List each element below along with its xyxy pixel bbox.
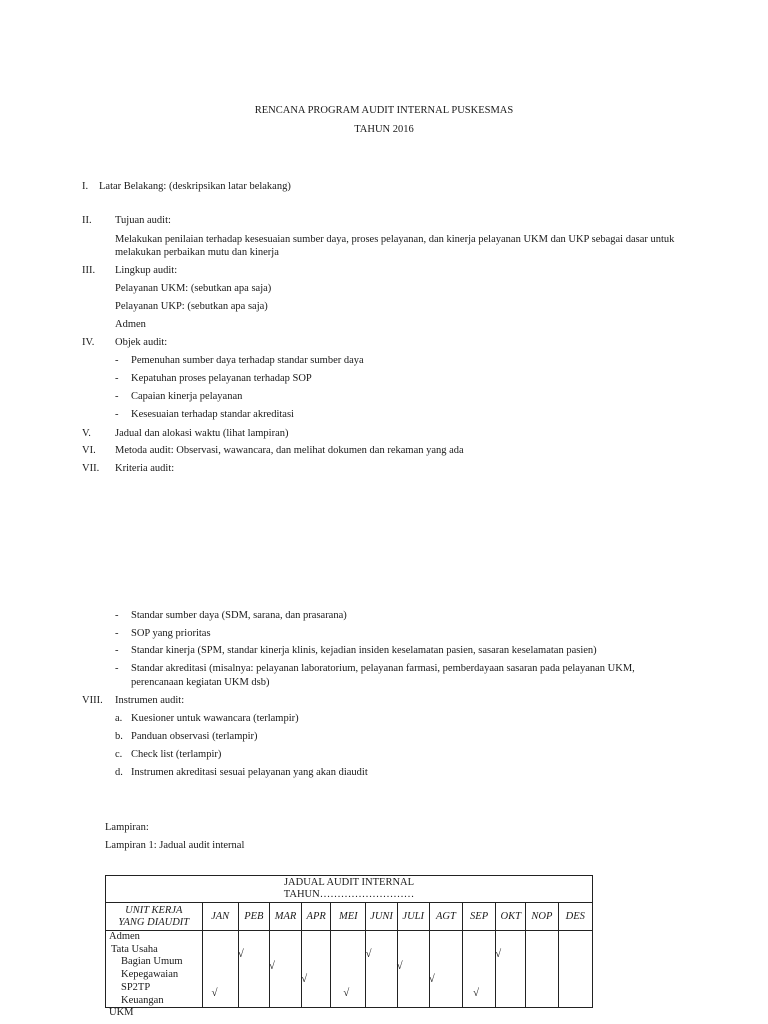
table-title: JADUAL AUDIT INTERNAL	[283, 877, 415, 888]
section-number: II.	[82, 215, 92, 226]
section-text: Metoda audit: Observasi, wawancara, dan melihat dokumen dan rekaman yang ada	[115, 445, 464, 456]
month-header: APR	[302, 903, 331, 931]
month-header: DES	[558, 903, 592, 931]
check-mark: √	[237, 948, 244, 960]
unit-item: UKM	[109, 1007, 134, 1019]
month-cell	[238, 931, 269, 1008]
section-text: Latar Belakang: (deskripsikan latar belakang)	[99, 181, 291, 192]
section-number: III.	[82, 265, 96, 276]
list-item: Standar akreditasi (misalnya: pelayanan laboratorium, pelayanan farmasi, pemberdayaan sasaran pada pelayanan UKM,	[131, 663, 635, 674]
month-cell	[496, 931, 526, 1008]
list-item: Capaian kinerja pelayanan	[131, 391, 243, 402]
section-number: VIII.	[82, 695, 103, 706]
month-header: JAN	[202, 903, 238, 931]
list-item: Kuesioner untuk wawancara (terlampir)	[131, 713, 299, 724]
section-title: Kriteria audit:	[115, 463, 175, 474]
list-item: Check list (terlampir)	[131, 749, 222, 760]
list-marker: d.	[115, 767, 123, 778]
month-header: JUNI	[366, 903, 397, 931]
bullet-dash: -	[115, 628, 119, 639]
section-number: IV.	[82, 337, 95, 348]
check-mark: √	[301, 973, 308, 985]
month-header: SEP	[462, 903, 495, 931]
bullet-dash: -	[115, 610, 119, 621]
unit-item: Keuangan	[121, 994, 164, 1006]
section-number: I.	[82, 181, 89, 192]
bullet-dash: -	[115, 373, 119, 384]
list-item: Standar sumber daya (SDM, sarana, dan prasarana)	[131, 610, 347, 621]
section-title: Lingkup audit:	[115, 265, 178, 276]
unit-item: Tata Usaha	[111, 943, 158, 955]
list-marker: c.	[115, 749, 123, 760]
section-number: VII.	[82, 463, 100, 474]
check-mark: √	[343, 987, 350, 999]
month-cell	[429, 931, 462, 1008]
section-title: Objek audit:	[115, 337, 168, 348]
list-item: Panduan observasi (terlampir)	[131, 731, 258, 742]
month-header: PEB	[238, 903, 269, 931]
month-cell	[397, 931, 429, 1008]
check-mark: √	[365, 948, 372, 960]
list-item-continuation: perencanaan kegiatan UKM dsb)	[131, 677, 270, 688]
check-mark: √	[428, 973, 435, 985]
bullet-dash: -	[115, 409, 119, 420]
month-cell	[302, 931, 331, 1008]
month-header: AGT	[429, 903, 462, 931]
month-cell	[366, 931, 397, 1008]
table-subtitle: TAHUN………………………	[283, 889, 415, 900]
check-mark: √	[472, 987, 480, 999]
audit-schedule-table	[105, 875, 593, 1019]
month-cell	[269, 931, 301, 1008]
table-title-cell	[106, 876, 593, 903]
unit-item: Kepegawaian	[121, 969, 179, 981]
bullet-dash: -	[115, 355, 119, 366]
table-header-row	[106, 903, 593, 931]
bullet-dash: -	[115, 663, 119, 674]
unit-item: Bagian Umum	[121, 956, 183, 968]
document-year: TAHUN 2016	[354, 124, 414, 135]
month-cell	[558, 931, 592, 1008]
scope-line: Pelayanan UKP: (sebutkan apa saja)	[115, 301, 268, 312]
month-header: MAR	[269, 903, 301, 931]
scope-line: Pelayanan UKM: (sebutkan apa saja)	[115, 283, 272, 294]
month-header: NOP	[526, 903, 558, 931]
month-cell	[526, 931, 558, 1008]
list-item: Kesesuaian terhadap standar akreditasi	[131, 409, 294, 420]
document-title: RENCANA PROGRAM AUDIT INTERNAL PUSKESMAS	[254, 105, 514, 116]
month-cell	[202, 931, 238, 1008]
unit-header-line: YANG DIAUDIT	[118, 916, 190, 928]
check-mark: √	[396, 960, 403, 972]
list-item: Kepatuhan proses pelayanan terhadap SOP	[131, 373, 312, 384]
list-marker: b.	[115, 731, 123, 742]
section-number: VI.	[82, 445, 96, 456]
list-marker: a.	[115, 713, 123, 724]
check-mark: √	[495, 948, 502, 960]
month-header: OKT	[496, 903, 526, 931]
month-cell	[331, 931, 366, 1008]
section-title: Instrumen audit:	[115, 695, 185, 706]
unit-item: SP2TP	[121, 981, 151, 993]
list-item: Pemenuhan sumber daya terhadap standar sumber daya	[131, 355, 364, 366]
table-body-row	[106, 931, 593, 1008]
section-paragraph: Melakukan penilaian terhadap kesesuaian sumber daya, proses pelayanan, dan kinerja pelayanan UKM dan UKP sebagai dasar untuk melakukan perbaikan mutu dan kinerja	[115, 234, 675, 258]
section-text: Jadual dan alokasi waktu (lihat lampiran)	[115, 428, 289, 439]
check-mark: √	[211, 987, 218, 999]
month-cell	[462, 931, 495, 1008]
month-header: MEI	[331, 903, 366, 931]
scope-line: Admen	[115, 319, 146, 330]
unit-item: Admen	[109, 931, 140, 942]
list-item: Instrumen akreditasi sesuai pelayanan yang akan diaudit	[131, 767, 368, 778]
unit-header-line: UNIT KERJA	[125, 904, 183, 916]
list-item: SOP yang prioritas	[131, 628, 211, 639]
unit-list-cell	[106, 931, 203, 1019]
unit-header	[106, 903, 203, 931]
section-title: Tujuan audit:	[115, 215, 171, 226]
month-header: JULI	[397, 903, 429, 931]
lampiran-item: Lampiran 1: Jadual audit internal	[105, 840, 245, 851]
lampiran-label: Lampiran:	[105, 822, 149, 833]
list-item: Standar kinerja (SPM, standar kinerja klinis, kejadian insiden keselamatan pasien, sasaran keselamatan pasien)	[131, 645, 597, 656]
bullet-dash: -	[115, 645, 119, 656]
section-number: V.	[82, 428, 91, 439]
bullet-dash: -	[115, 391, 119, 402]
check-mark: √	[268, 960, 275, 972]
unit-list	[109, 931, 183, 1020]
